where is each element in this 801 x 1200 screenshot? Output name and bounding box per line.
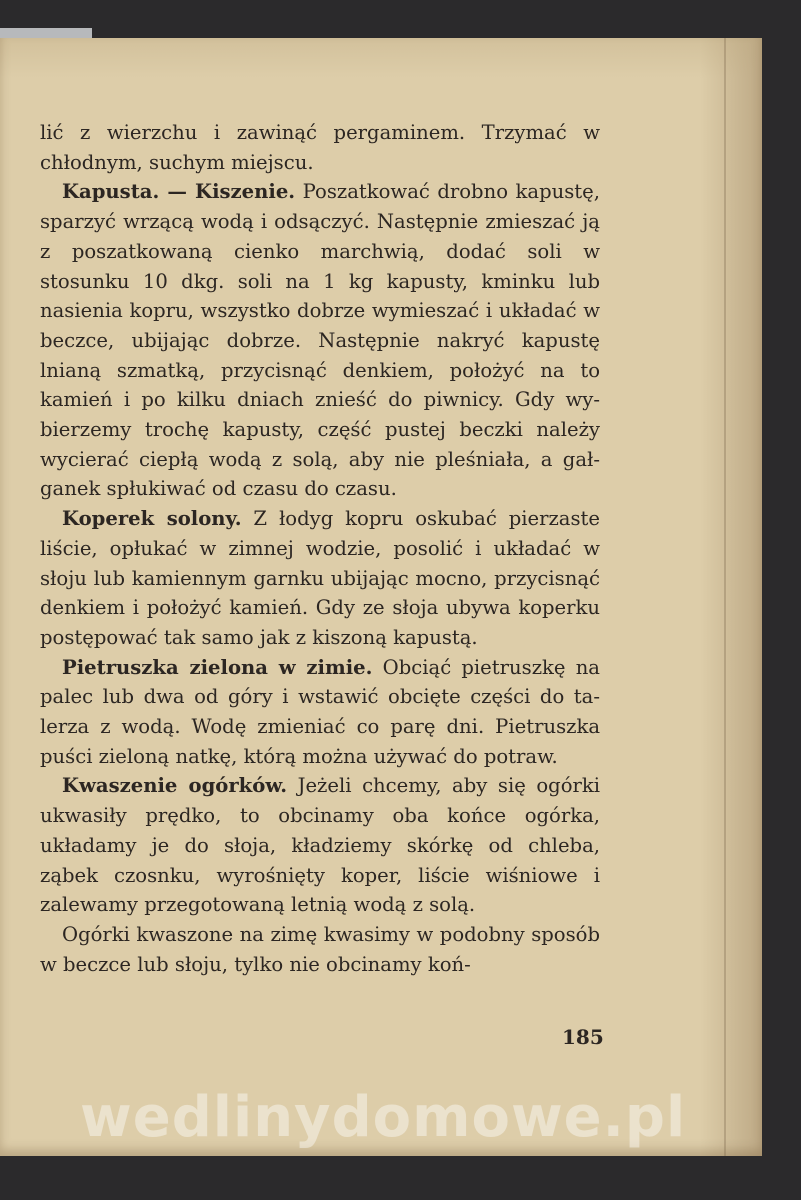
- paragraph-heading: Pietruszka zielona w zimie.: [62, 655, 373, 679]
- paragraph-heading: Kapusta. — Kiszenie.: [62, 180, 296, 204]
- paragraph-heading: Kwaszenie ogórków.: [62, 774, 288, 798]
- page-text: [40, 118, 600, 979]
- paragraph-text: Jeżeli chcemy, aby się ogórki ukwasiły prędko, to obcinamy oba końce ogórka, układamy je do słoja, kładziemy skórkę od chleba, ząbek czosnku, wyrośnięty koper, liście wiśniowe i zalewamy przegotowaną letnią wodą z solą.: [40, 774, 601, 917]
- paragraph-kapusta: [40, 177, 600, 504]
- paragraph-koperek: [40, 504, 600, 653]
- paragraph-text: Obciąć pietruszkę na palec lub dwa od góry i wstawić obcięte części do talerza z wodą. Wodę zmieniać co parę dni. Pietruszka puści zieloną natkę, którą można używać do potraw.: [40, 655, 600, 768]
- paragraph-text: Poszatkować drobno kapustę, sparzyć wrzącą wodą i odsączyć. Następnie zmieszać ją z poszatkowaną cienko marchwią, dodać soli w stosunku 10 dkg. soli na 1 kg kapusty, kminku lub nasienia kopru, wszystko dobrze wymieszać i układać w beczce, ubijając dobrze. Następnie nakryć kapustę lnianą szmatką, przycisnąć denkiem, położyć na to kamień i po kilku dniach znieść do piwnicy. Gdy wybierzemy trochę kapusty, część pustej beczki należy wycierać ciepłą wodą z solą, aby nie pleśniała, a gałganek spłukiwać od czasu do czasu.: [40, 180, 600, 501]
- page-number: 185: [562, 1025, 604, 1049]
- watermark: wedlinydomowe.pl: [80, 1085, 687, 1150]
- paragraph-ogorki: [40, 771, 600, 920]
- paragraph-heading: Koperek solony.: [62, 507, 242, 531]
- page-edge-shadow: [724, 38, 726, 1156]
- paragraph-text: Z łodyg kopru oskubać pierzaste liście, opłukać w zimnej wodzie, posolić i układać w słoju lub kamiennym garnku ubijając mocno, przycisnąć denkiem i położyć kamień. Gdy ze słoja ubywa koperku postępować tak samo jak z kiszoną kapustą.: [40, 507, 600, 649]
- paragraph-text: lić z wierzchu i zawinąć pergaminem. Trzymać w chłodnym, suchym miejscu.: [40, 121, 600, 174]
- paragraph-ogorki-zima: [40, 920, 600, 979]
- paragraph-continuation: [40, 118, 600, 177]
- paragraph-text: Ogórki kwaszone na zimę kwasimy w podobny sposób w beczce lub słoju, tylko nie obcinamy koń-: [40, 922, 600, 976]
- paragraph-pietruszka: [40, 653, 600, 772]
